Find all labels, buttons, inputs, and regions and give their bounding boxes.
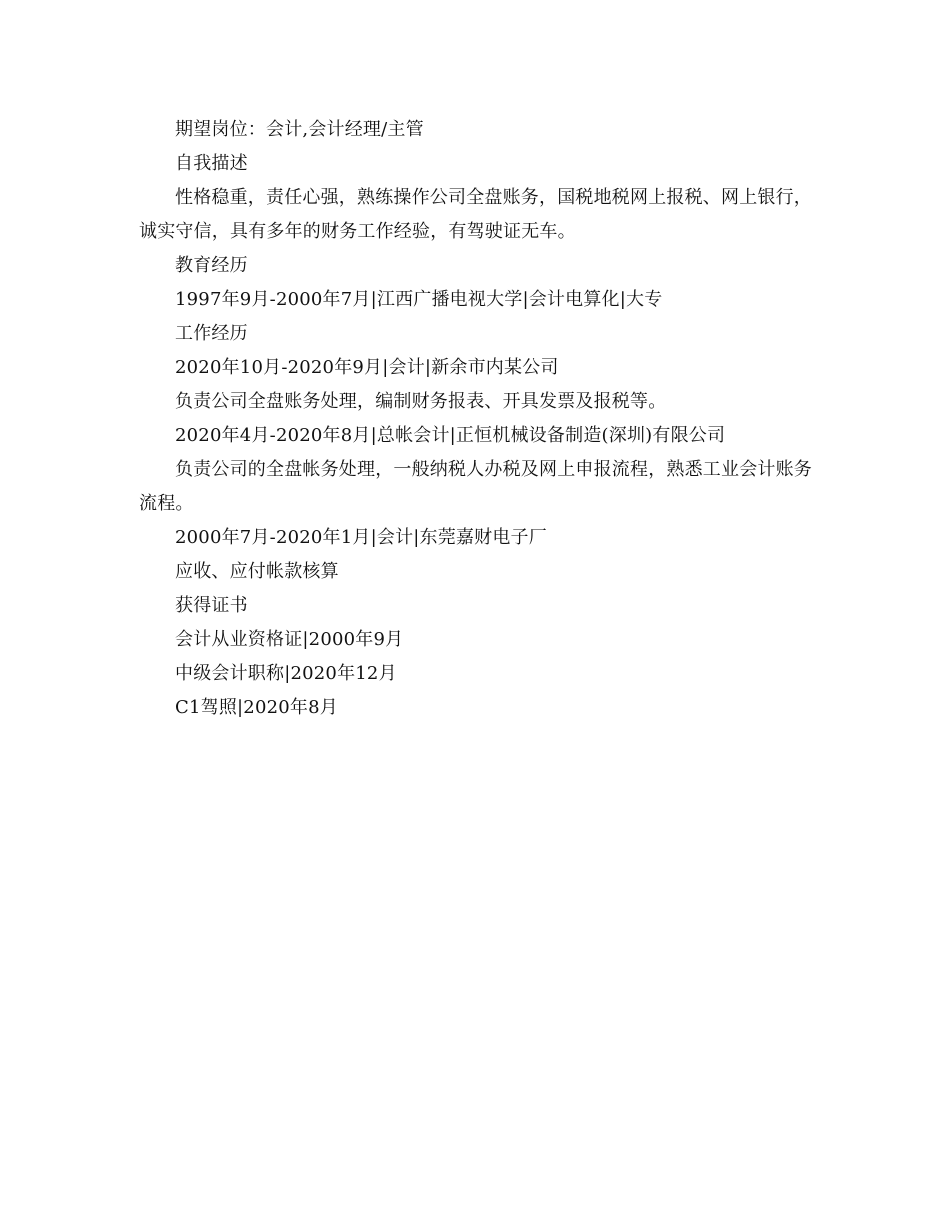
- work-heading: 工作经历: [175, 323, 248, 344]
- certificate-entry: 会计从业资格证|2000年9月: [175, 629, 404, 650]
- resume-body: [139, 113, 819, 725]
- certificate-entry: C1驾照|2020年8月: [175, 697, 338, 718]
- work-entry-description: 负责公司全盘账务处理，编制财务报表、开具发票及报税等。: [175, 391, 667, 412]
- work-entry-title: 2000年7月-2020年1月|会计|东莞嘉财电子厂: [175, 527, 547, 548]
- self-description-text: 性格稳重，责任心强，熟练操作公司全盘账务，国税地税网上报税、网上银行，诚实守信，具有多年的财务工作经验，有驾驶证无车。: [139, 187, 812, 242]
- certificates-heading: 获得证书: [175, 595, 248, 616]
- work-entry-description: 负责公司的全盘帐务处理，一般纳税人办税及网上申报流程，熟悉工业会计账务流程。: [139, 459, 812, 514]
- education-heading: 教育经历: [175, 255, 248, 276]
- work-entry-description: 应收、应付帐款核算: [175, 561, 339, 582]
- certificate-entry: 中级会计职称|2020年12月: [175, 663, 397, 684]
- work-entry-title: 2020年10月-2020年9月|会计|新余市内某公司: [175, 357, 559, 378]
- self-description-heading: 自我描述: [175, 153, 248, 174]
- expected-position: 期望岗位：会计,会计经理/主管: [175, 119, 424, 140]
- work-entry-title: 2020年4月-2020年8月|总帐会计|正恒机械设备制造(深圳)有限公司: [175, 425, 726, 446]
- education-entry: 1997年9月-2000年7月|江西广播电视大学|会计电算化|大专: [175, 289, 663, 310]
